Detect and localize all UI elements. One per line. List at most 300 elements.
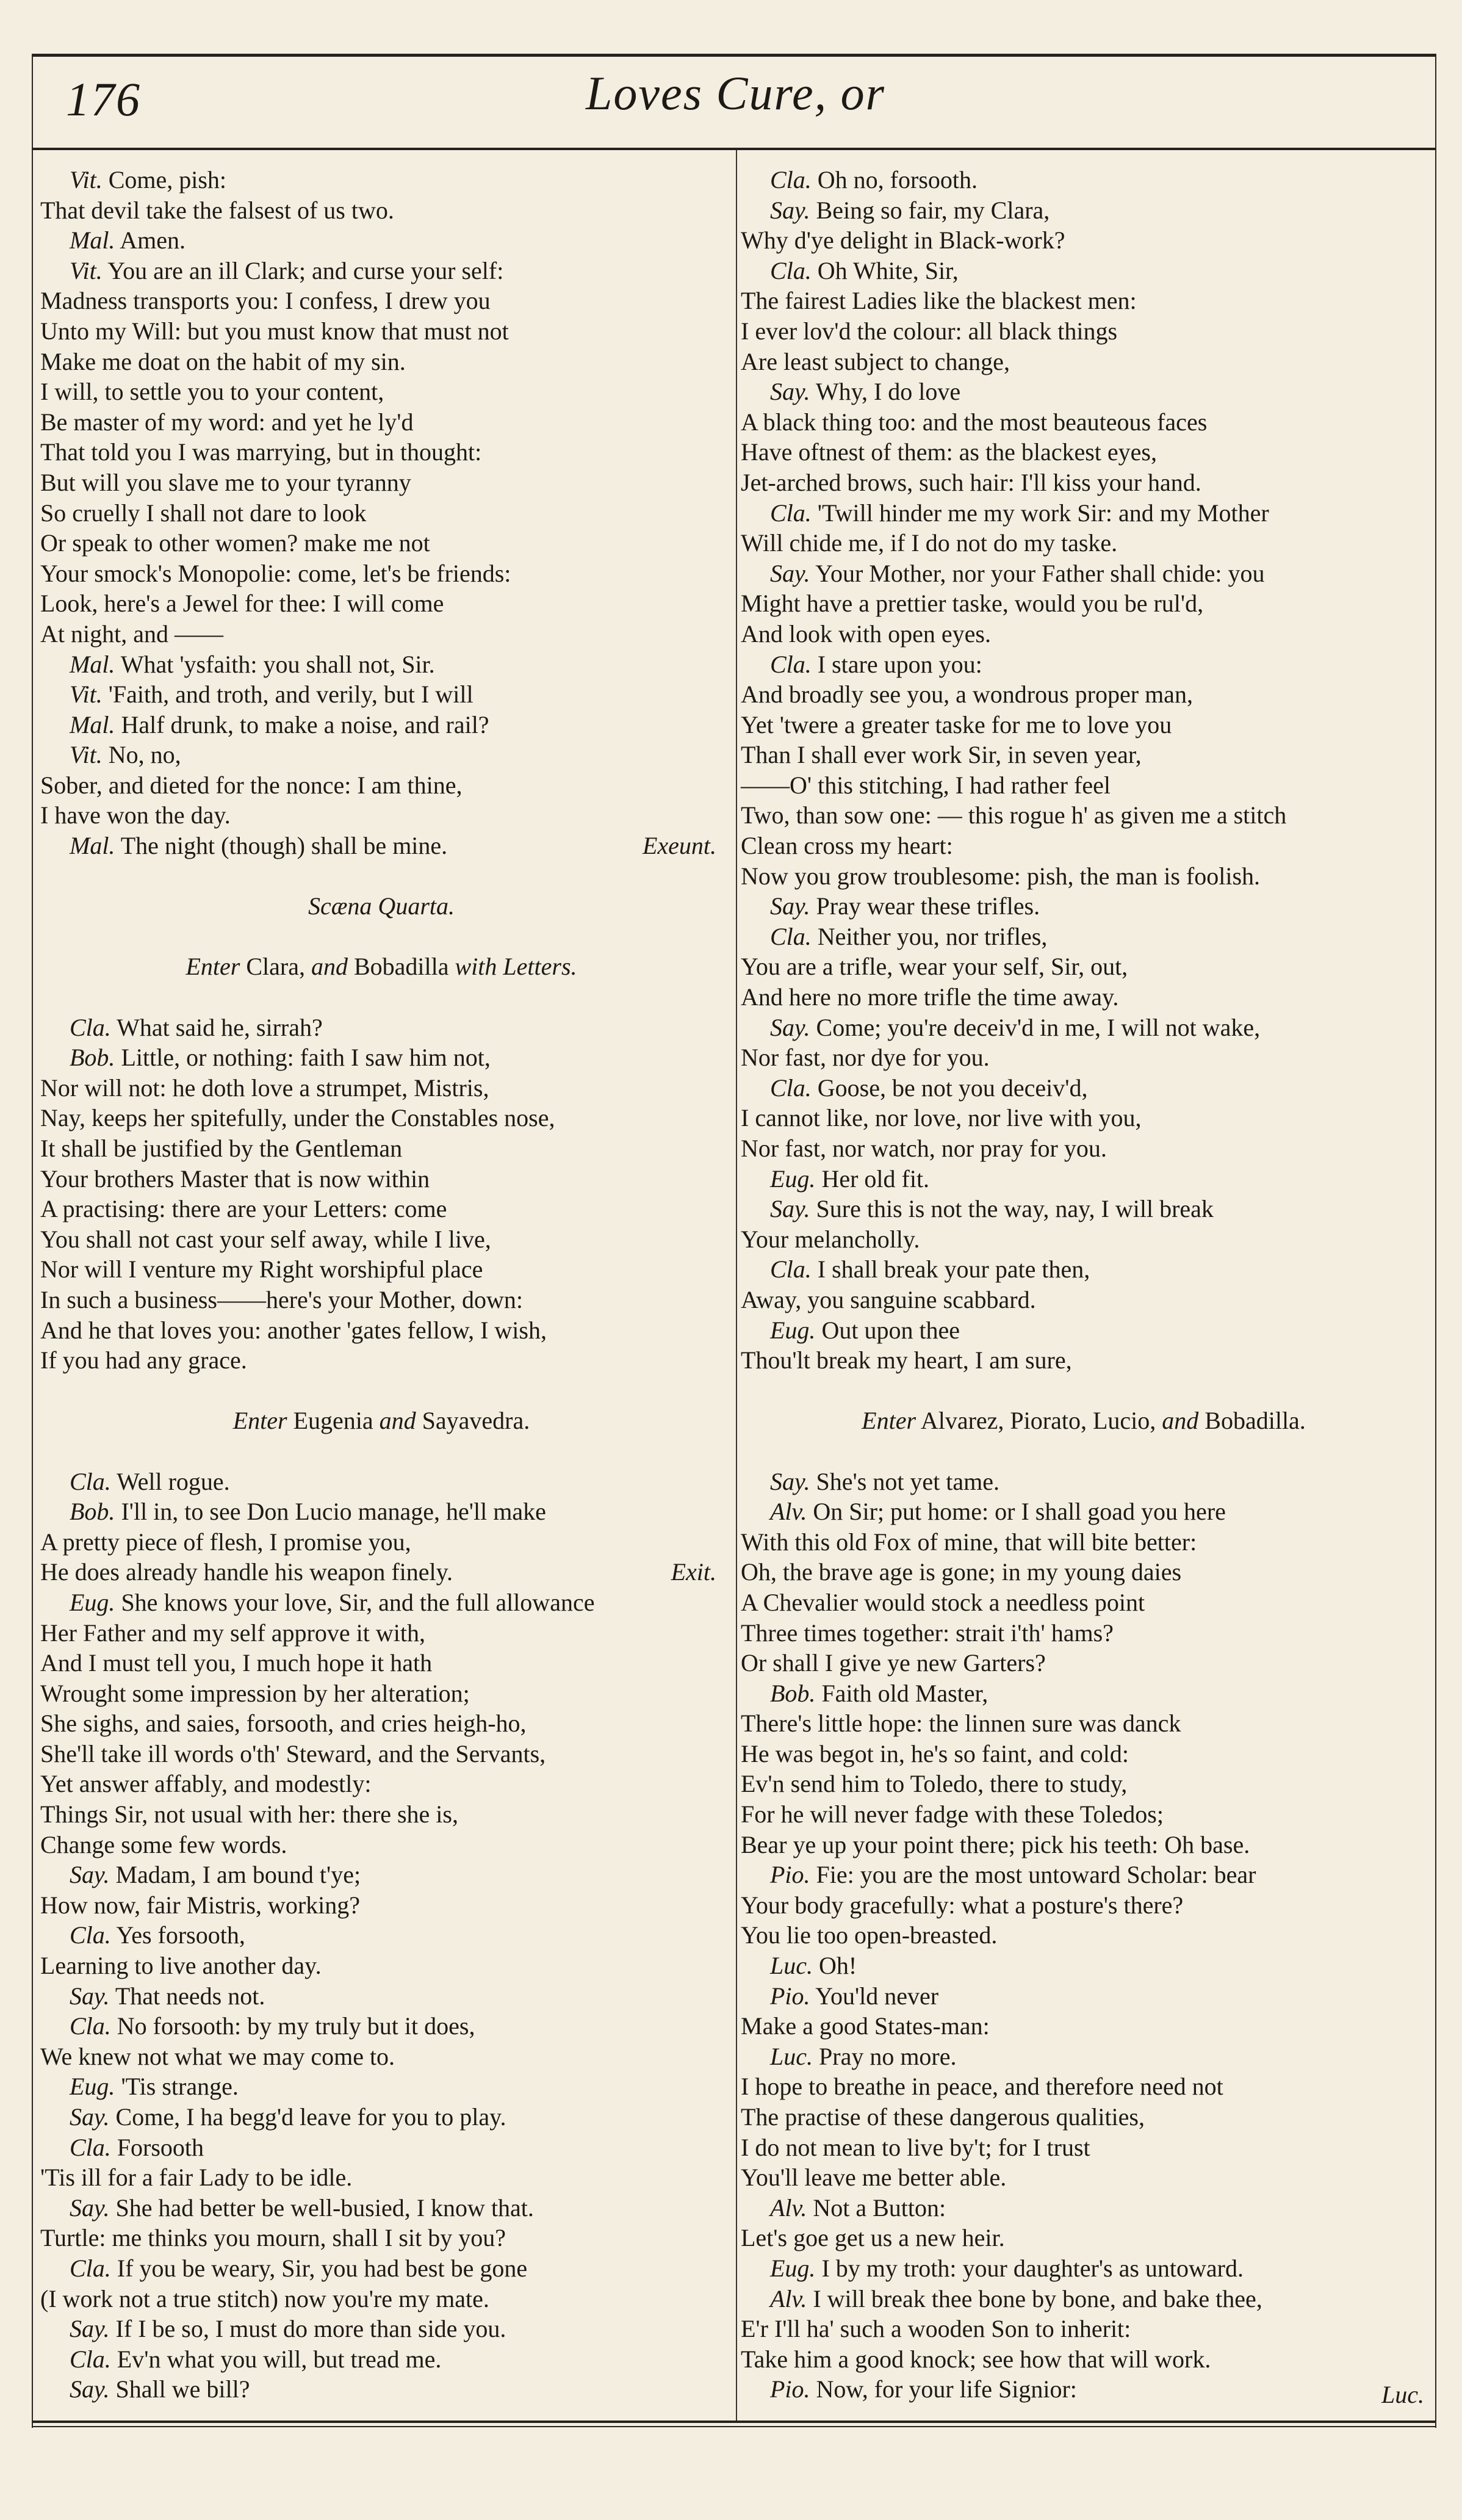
verse-line [40, 800, 722, 831]
verse-line [741, 2284, 1427, 2314]
line-text: Well rogue. [117, 1467, 230, 1495]
verse-line [741, 770, 1427, 801]
line-text: Nay, keeps her spitefully, under the Constables nose, [40, 1104, 555, 1132]
verse-line [40, 225, 722, 256]
verse-line [741, 1496, 1427, 1527]
verse-line [40, 256, 722, 286]
line-text: Why, I do love [815, 378, 961, 406]
line-text: Why d'ye delight in Black-work? [741, 226, 1065, 255]
line-text: I by my troth: your daughter's as untoward. [821, 2254, 1244, 2282]
speaker-name: Mal. [70, 710, 115, 738]
speaker-name: Pio. [770, 2375, 810, 2403]
verse-line [741, 468, 1427, 498]
line-text: ——O' this stitching, I had rather feel [741, 771, 1111, 799]
line-text: Yet 'twere a greater taske for me to love you [741, 710, 1172, 738]
verse-line [40, 195, 722, 226]
stage-direction-part: Enter [862, 1407, 916, 1435]
speaker-name: Cla. [770, 256, 812, 284]
speaker-name: Say. [770, 892, 810, 920]
line-text: Than I shall ever work Sir, in seven year, [741, 741, 1142, 769]
column-divider [736, 150, 737, 2421]
verse-line [741, 1739, 1427, 1769]
verse-line [40, 2253, 722, 2284]
blank-line [741, 1376, 1427, 1406]
line-text: Madam, I am bound t'ye; [115, 1861, 361, 1889]
line-text: Ev'n what you will, but tread me. [117, 2345, 442, 2373]
line-text: Change some few words. [40, 1830, 287, 1858]
verse-line [40, 1073, 722, 1103]
line-text: I will, to settle you to your content, [40, 378, 384, 406]
verse-line [741, 1648, 1427, 1678]
line-text: Make a good States-man: [741, 2012, 990, 2040]
speaker-name: Eug. [70, 2073, 115, 2101]
verse-line [741, 1315, 1427, 1346]
line-text: Learning to live another day. [40, 1952, 322, 1980]
stage-direction-part: Enter [185, 953, 240, 981]
line-text: Yes forsooth, [116, 1921, 245, 1949]
line-text: Little, or nothing: faith I saw him not, [121, 1044, 491, 1072]
line-text: Pray wear these trifles. [816, 892, 1040, 920]
speaker-name: Say. [70, 1982, 110, 2010]
verse-line [741, 1708, 1427, 1739]
verse-line [40, 1164, 722, 1194]
verse-line [741, 2042, 1427, 2072]
verse-line [40, 316, 722, 347]
verse-line [741, 347, 1427, 377]
verse-line [40, 2344, 722, 2375]
line-text: A pretty piece of flesh, I promise you, [40, 1528, 411, 1556]
bottom-rule-thin [32, 2426, 1435, 2427]
line-text: On Sir; put home: or I shall goad you here [813, 1498, 1226, 1526]
line-text: Or shall I give ye new Garters? [741, 1649, 1046, 1677]
verse-line [40, 2071, 722, 2102]
speaker-name: Say. [770, 196, 810, 224]
line-text: (I work not a true stitch) now you're my mate. [40, 2284, 489, 2312]
speaker-name: Cla. [70, 2254, 111, 2282]
line-text: A black thing too: and the most beauteous faces [741, 408, 1208, 436]
verse-line [741, 2132, 1427, 2163]
verse-line [741, 800, 1427, 831]
stage-direction-part: and [311, 953, 348, 981]
line-text: Her old fit. [821, 1164, 930, 1193]
scene-heading-text: Scæna Quarta. [308, 892, 455, 920]
line-text: If I be so, I must do more than side you. [115, 2315, 506, 2343]
stage-direction-part: Clara, [240, 953, 311, 981]
speaker-name: Say. [770, 1013, 810, 1041]
line-text: Madness transports you: I confess, I drew you [40, 287, 491, 315]
speaker-name: Cla. [770, 1074, 812, 1102]
speaker-name: Cla. [770, 1255, 812, 1283]
line-text: Your melancholly. [741, 1225, 920, 1253]
verse-line [40, 2162, 722, 2193]
blank-line [40, 861, 722, 892]
line-text: You shall not cast your self away, while I live, [40, 1225, 491, 1253]
line-text: Now, for your life Signior: [816, 2375, 1077, 2403]
verse-line [40, 2132, 722, 2163]
speaker-name: Bob. [770, 1679, 816, 1707]
line-text: Neither you, nor trifles, [817, 922, 1048, 950]
line-text: Look, here's a Jewel for thee: I will come [40, 590, 444, 618]
verse-line [40, 286, 722, 316]
verse-line [741, 951, 1427, 982]
verse-line [40, 1587, 722, 1618]
speaker-name: Say. [70, 1861, 110, 1889]
verse-line [40, 1648, 722, 1678]
verse-line [741, 2162, 1427, 2193]
verse-line [40, 1769, 722, 1799]
verse-line [741, 377, 1427, 407]
verse-line [40, 740, 722, 770]
verse-line [40, 619, 722, 649]
verse-line [40, 1254, 722, 1285]
verse-line [741, 1224, 1427, 1255]
verse-line [40, 558, 722, 589]
exit-direction: Exit. [671, 1558, 716, 1586]
line-text: Jet-arched brows, such hair: I'll kiss your hand. [741, 468, 1201, 496]
verse-line [40, 1951, 722, 1981]
verse-line [741, 2223, 1427, 2253]
stage-direction-part: Sayavedra. [416, 1407, 530, 1435]
verse-line [741, 1285, 1427, 1315]
verse-line [741, 195, 1427, 226]
line-text: Shall we bill? [115, 2375, 250, 2403]
verse-line [741, 2344, 1427, 2375]
speaker-name: Cla. [770, 166, 812, 193]
speaker-name: Vit. [70, 681, 103, 709]
line-text: Her Father and my self approve it with, [40, 1619, 425, 1647]
line-text: Nor fast, nor dye for you. [741, 1044, 990, 1072]
speaker-name: Say. [770, 1195, 810, 1223]
line-text: He was begot in, he's so faint, and cold: [741, 1739, 1129, 1767]
verse-line [40, 1194, 722, 1224]
verse-line [741, 1951, 1427, 1981]
line-text: Unto my Will: but you must know that must not [40, 317, 509, 345]
verse-line [40, 2314, 722, 2344]
line-text: Forsooth [117, 2133, 204, 2161]
line-text: You are an ill Clark; and curse your self: [107, 256, 504, 284]
stage-direction-part: with Letters. [455, 953, 577, 981]
verse-line [741, 1194, 1427, 1224]
line-text: He does already handle his weapon finely. [40, 1558, 453, 1586]
line-text: Oh White, Sir, [817, 256, 959, 284]
line-text: There's little hope: the linnen sure was danck [741, 1709, 1181, 1738]
verse-line [741, 316, 1427, 347]
verse-line [40, 2284, 722, 2314]
verse-line [40, 1345, 722, 1376]
line-text: With this old Fox of mine, that will bite better: [741, 1528, 1197, 1556]
verse-line [741, 1769, 1427, 1799]
stage-direction-part: Eugenia [287, 1407, 380, 1435]
speaker-name: Bob. [70, 1044, 115, 1072]
speaker-name: Say. [70, 2315, 110, 2343]
speaker-name: Alv. [770, 1498, 807, 1526]
blank-line [40, 982, 722, 1013]
speaker-name: Alv. [770, 2193, 807, 2222]
line-text: So cruelly I shall not dare to look [40, 499, 367, 527]
line-text: She sighs, and saies, forsooth, and cries heigh-ho, [40, 1709, 527, 1738]
line-text: 'Tis ill for a fair Lady to be idle. [40, 2164, 353, 2192]
line-text: She knows your love, Sir, and the full allowance [121, 1588, 595, 1616]
speaker-name: Mal. [70, 832, 115, 860]
verse-line [741, 2314, 1427, 2344]
speaker-name: Cla. [70, 1467, 111, 1495]
verse-line [741, 2102, 1427, 2132]
catchword: Luc. [1381, 2381, 1424, 2408]
verse-line [40, 528, 722, 558]
line-text: Not a Button: [813, 2193, 946, 2222]
verse-line [40, 347, 722, 377]
line-text: Sober, and dieted for the nonce: I am thine, [40, 771, 463, 799]
line-text: The fairest Ladies like the blackest men: [741, 287, 1137, 315]
scene-heading [40, 891, 722, 922]
verse-line [741, 2193, 1427, 2223]
verse-line [40, 2193, 722, 2223]
verse-line [40, 1285, 722, 1315]
speaker-name: Cla. [70, 2345, 111, 2373]
verse-line [741, 437, 1427, 468]
verse-line [741, 1920, 1427, 1951]
line-text: At night, and —— [40, 619, 223, 648]
line-text: I ever lov'd the colour: all black things [741, 317, 1118, 345]
line-text: Things Sir, not usual with her: there she is, [40, 1800, 458, 1829]
verse-line [741, 1042, 1427, 1073]
verse-line [741, 891, 1427, 922]
verse-line [741, 528, 1427, 558]
line-text: Three times together: strait i'th' hams? [741, 1619, 1114, 1647]
line-text: Oh, the brave age is gone; in my young daies [741, 1558, 1182, 1586]
speaker-name: Mal. [70, 226, 115, 255]
verse-line [40, 1496, 722, 1527]
verse-line [40, 1315, 722, 1346]
line-text: I do not mean to live by't; for I trust [741, 2133, 1090, 2161]
left-column [40, 165, 722, 2405]
speaker-name: Cla. [770, 499, 812, 527]
verse-line [741, 679, 1427, 710]
verse-line [40, 1224, 722, 1255]
line-text: Half drunk, to make a noise, and rail? [121, 710, 489, 738]
speaker-name: Cla. [770, 650, 812, 678]
speaker-name: Eug. [70, 1588, 115, 1616]
line-text: In such a business——here's your Mother, down: [40, 1285, 524, 1313]
line-text: What said he, sirrah? [117, 1013, 323, 1041]
verse-line [741, 1345, 1427, 1376]
verse-line [40, 1981, 722, 2012]
line-text: For he will never fadge with these Toledos; [741, 1800, 1164, 1829]
line-text: That devil take the falsest of us two. [40, 196, 394, 224]
speaker-name: Eug. [770, 2254, 816, 2282]
line-text: Let's goe get us a new heir. [741, 2224, 1005, 2252]
line-text: No, no, [108, 741, 181, 769]
verse-line [741, 558, 1427, 589]
verse-line [741, 2374, 1427, 2405]
speaker-name: Pio. [770, 1861, 810, 1889]
speaker-name: Say. [770, 378, 810, 406]
line-text: I shall break your pate then, [817, 1255, 1090, 1283]
line-text: 'Tis strange. [121, 2073, 239, 2101]
line-text: I hope to breathe in peace, and therefore need not [741, 2073, 1223, 2101]
verse-line [741, 1799, 1427, 1830]
line-text: Or speak to other women? make me not [40, 529, 430, 557]
verse-line [40, 377, 722, 407]
line-text: Amen. [120, 226, 185, 255]
line-text: That needs not. [115, 1982, 265, 2010]
line-text: We knew not what we may come to. [40, 2042, 395, 2070]
verse-line [40, 1133, 722, 1164]
verse-line [40, 1799, 722, 1830]
line-text: A practising: there are your Letters: come [40, 1195, 447, 1223]
speaker-name: Say. [770, 1467, 810, 1495]
verse-line [741, 861, 1427, 892]
verse-line [741, 1618, 1427, 1648]
speaker-name: Mal. [70, 650, 115, 678]
speaker-name: Say. [770, 559, 810, 587]
verse-line [741, 982, 1427, 1013]
verse-line [40, 1042, 722, 1073]
verse-line [741, 740, 1427, 770]
verse-line [741, 256, 1427, 286]
line-text: You'll leave me better able. [741, 2164, 1007, 2192]
line-text: Two, than sow one: — this rogue h' as given me a stitch [741, 801, 1287, 829]
line-text: Ev'n send him to Toledo, there to study, [741, 1770, 1128, 1798]
stage-direction-part: and [379, 1407, 416, 1435]
line-text: Are least subject to change, [741, 347, 1010, 375]
line-text: Nor fast, nor watch, nor pray for you. [741, 1135, 1107, 1162]
speaker-name: Vit. [70, 256, 103, 284]
verse-line [741, 831, 1427, 861]
speaker-name: Cla. [70, 2012, 111, 2040]
line-text: The practise of these dangerous qualities, [741, 2103, 1145, 2131]
line-text: I will break thee bone by bone, and bake thee, [813, 2284, 1262, 2312]
speaker-name: Cla. [70, 2133, 111, 2161]
line-text: She's not yet tame. [816, 1467, 1000, 1495]
line-text: Bear ye up your point there; pick his teeth: Oh base. [741, 1830, 1250, 1858]
line-text: How now, fair Mistris, working? [40, 1891, 361, 1919]
line-text: Turtle: me thinks you mourn, shall I sit by you? [40, 2224, 506, 2252]
line-text: A Chevalier would stock a needless point [741, 1588, 1145, 1616]
speaker-name: Say. [70, 2375, 110, 2403]
verse-line [741, 922, 1427, 952]
verse-line [40, 1890, 722, 1921]
line-text: It shall be justified by the Gentleman [40, 1135, 403, 1162]
line-text: I have won the day. [40, 801, 231, 829]
verse-line [40, 770, 722, 801]
bottom-rule [32, 2421, 1435, 2423]
blank-line [40, 1436, 722, 1467]
line-text: And here no more trifle the time away. [741, 983, 1119, 1011]
line-text: If you had any grace. [40, 1346, 247, 1374]
verse-line [741, 1830, 1427, 1860]
verse-line [741, 165, 1427, 195]
verse-line [741, 2253, 1427, 2284]
verse-line [40, 588, 722, 619]
line-text: If you be weary, Sir, you had best be gone [117, 2254, 528, 2282]
verse-line [741, 1133, 1427, 1164]
verse-line [741, 1103, 1427, 1133]
verse-line [741, 1557, 1427, 1587]
verse-line [40, 165, 722, 195]
line-text: Have oftnest of them: as the blackest eyes, [741, 438, 1157, 466]
line-text: You are a trifle, wear your self, Sir, out, [741, 953, 1128, 981]
line-text: She had better be well-busied, I know that. [115, 2193, 534, 2222]
line-text: Pray no more. [819, 2042, 957, 2070]
line-text: Faith old Master, [821, 1679, 988, 1707]
stage-direction-part: Enter [232, 1407, 287, 1435]
verse-line [741, 710, 1427, 740]
verse-line [40, 1860, 722, 1890]
speaker-name: Vit. [70, 166, 103, 193]
verse-line [741, 498, 1427, 529]
line-text: Come; you're deceiv'd in me, I will not wake, [816, 1013, 1261, 1041]
verse-line [741, 1678, 1427, 1709]
line-text: She'll take ill words o'th' Steward, and the Servants, [40, 1739, 546, 1767]
speaker-name: Eug. [770, 1164, 816, 1193]
speaker-name: Pio. [770, 1982, 810, 2010]
stage-direction-part: Bobadilla. [1198, 1407, 1306, 1435]
speaker-name: Luc. [770, 1952, 813, 1980]
speaker-name: Luc. [770, 2042, 813, 2070]
line-text: And look with open eyes. [741, 619, 991, 648]
line-text: Nor will not: he doth love a strumpet, Mistris, [40, 1074, 489, 1102]
verse-line [40, 1103, 722, 1133]
line-text: Away, you sanguine scabbard. [741, 1285, 1036, 1313]
line-text: I cannot like, nor love, nor live with you, [741, 1104, 1142, 1132]
verse-line [741, 619, 1427, 649]
verse-line [741, 1013, 1427, 1043]
line-text: Clean cross my heart: [741, 832, 953, 860]
line-text: Oh no, forsooth. [817, 166, 978, 193]
speaker-name: Eug. [770, 1316, 816, 1344]
line-text: Goose, be not you deceiv'd, [817, 1074, 1088, 1102]
line-text: And I must tell you, I much hope it hath [40, 1649, 433, 1677]
verse-line [40, 649, 722, 680]
verse-line [40, 2042, 722, 2072]
line-text: Nor will I venture my Right worshipful place [40, 1255, 483, 1283]
line-text: The night (though) shall be mine. [120, 832, 448, 860]
line-text: Take him a good knock; see how that will work. [741, 2345, 1211, 2373]
line-text: And broadly see you, a wondrous proper man, [741, 681, 1193, 709]
blank-line [40, 1376, 722, 1406]
verse-line [741, 407, 1427, 438]
line-text: Your brothers Master that is now within [40, 1164, 430, 1193]
verse-line [741, 649, 1427, 680]
line-text: Come, pish: [108, 166, 227, 193]
line-text: Being so fair, my Clara, [816, 196, 1050, 224]
verse-line [741, 1890, 1427, 1921]
verse-line [40, 2011, 722, 2042]
line-text: You'ld never [815, 1982, 939, 2010]
running-title: Loves Cure, or [586, 67, 885, 120]
verse-line [40, 1527, 722, 1558]
page-number: 176 [66, 73, 141, 126]
line-text: Yet answer affably, and modestly: [40, 1770, 372, 1798]
verse-line [40, 1678, 722, 1709]
verse-line [741, 286, 1427, 316]
line-text: Your body gracefully: what a posture's there? [741, 1891, 1184, 1919]
verse-line [741, 1527, 1427, 1558]
verse-line [741, 1981, 1427, 2012]
line-text: But will you slave me to your tyranny [40, 468, 411, 496]
verse-line [40, 2223, 722, 2253]
line-text: Sure this is not the way, nay, I will break [816, 1195, 1214, 1223]
line-text: 'Twill hinder me my work Sir: and my Mother [817, 499, 1269, 527]
line-text: Oh! [819, 1952, 857, 1980]
right-column [741, 165, 1427, 2405]
header-rule [32, 148, 1435, 150]
verse-line [40, 468, 722, 498]
exit-direction: Exeunt. [642, 832, 716, 860]
line-text: Wrought some impression by her alteration; [40, 1679, 470, 1707]
line-text: Come, I ha begg'd leave for you to play. [115, 2103, 506, 2131]
